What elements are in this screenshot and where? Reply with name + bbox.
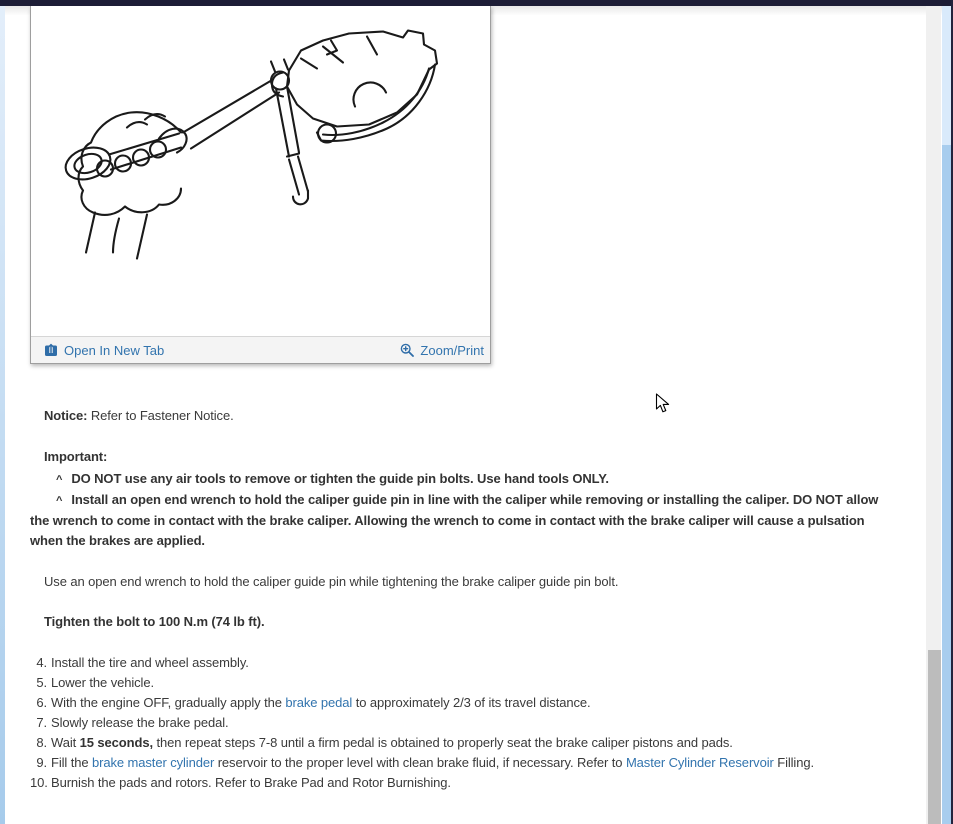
zoom-print-link[interactable] [400, 343, 484, 358]
step-text [51, 753, 814, 773]
step-text-segment: to approximately 2/3 of its travel distance. [352, 695, 591, 710]
steps-list [30, 653, 896, 793]
important-bullet [30, 490, 896, 551]
step-text-segment: With the engine OFF, gradually apply the [51, 695, 286, 710]
figure-panel [30, 6, 491, 364]
notice-label: Notice: [44, 408, 88, 423]
step-item [30, 653, 896, 673]
inner-scrollbar-thumb[interactable] [928, 650, 941, 824]
step-text-bold: 15 seconds, [79, 735, 153, 750]
important-label: Important: [44, 449, 108, 464]
open-in-new-tab-label: Open In New Tab [64, 342, 165, 358]
step-number: 6. [36, 695, 47, 710]
inline-link[interactable]: brake master cylinder [92, 755, 215, 770]
zoom-plus-icon [400, 343, 414, 357]
step-text [51, 713, 229, 733]
left-window-edge [0, 6, 5, 824]
step-number: 8. [36, 735, 47, 750]
step-item [30, 673, 896, 693]
notice-text: Refer to Fastener Notice. [90, 408, 234, 423]
inline-link[interactable]: Master Cylinder Reservoir [625, 755, 774, 770]
step-text-segment: Fill the [51, 755, 93, 770]
step-text-segment: Wait [51, 735, 80, 750]
torque-spec: Tighten the bolt to 100 N.m (74 lb ft). [44, 614, 265, 629]
open-in-new-tab-link[interactable] [44, 343, 164, 358]
zoom-print-label: Zoom/Print [420, 342, 484, 358]
step-text [51, 773, 451, 793]
figure-toolbar [31, 336, 490, 363]
step-text [51, 693, 591, 713]
window-scrollbar-thumb[interactable] [942, 145, 951, 824]
step-text-segment: then repeat steps 7-8 until a firm pedal is obtained to properly seat the brake caliper pistons and pads. [152, 735, 733, 750]
caliper-illustration [31, 6, 490, 336]
bullet-text: DO NOT use any air tools to remove or tighten the guide pin bolts. Use hand tools ONLY. [71, 471, 609, 486]
inline-link[interactable]: brake pedal [285, 695, 353, 710]
step-number: 10. [30, 775, 48, 790]
caret-bullet-marker: ^ [56, 474, 63, 486]
step-item [30, 693, 896, 713]
important-bullet [30, 469, 896, 490]
step-text-segment: Filling. [773, 755, 814, 770]
step-text-segment: Burnish the pads and rotors. Refer to Brake Pad and Rotor Burnishing. [51, 775, 451, 790]
step-item [30, 713, 896, 733]
caret-bullet-marker: ^ [56, 495, 63, 507]
step-item [30, 773, 896, 793]
step-text [51, 653, 249, 673]
step-text [51, 673, 154, 693]
step-number: 5. [36, 675, 47, 690]
step-text-segment: reservoir to the proper level with clean brake fluid, if necessary. Refer to [214, 755, 626, 770]
notice-line [44, 406, 234, 426]
bullet-text: Install an open end wrench to hold the caliper guide pin in line with the caliper while removing or installing the caliper. DO NOT allow the wrench to come in contact with the brake caliper. Allowing the wrench to come in contact with the brake caliper will cause a pulsation when the brakes are applied. [30, 492, 879, 548]
step-item [30, 733, 896, 753]
instruction-paragraph: Use an open end wrench to hold the caliper guide pin while tightening the brake caliper guide pin bolt. [44, 574, 619, 589]
step-text-segment: Install the tire and wheel assembly. [51, 655, 249, 670]
top-window-edge [0, 0, 953, 6]
step-text-segment: Lower the vehicle. [51, 675, 154, 690]
open-in-new-tab-icon [44, 343, 58, 357]
step-text [51, 733, 733, 753]
step-text-segment: Slowly release the brake pedal. [51, 715, 229, 730]
step-item [30, 753, 896, 773]
step-number: 7. [36, 715, 47, 730]
step-number: 9. [36, 755, 47, 770]
step-number: 4. [36, 655, 47, 670]
